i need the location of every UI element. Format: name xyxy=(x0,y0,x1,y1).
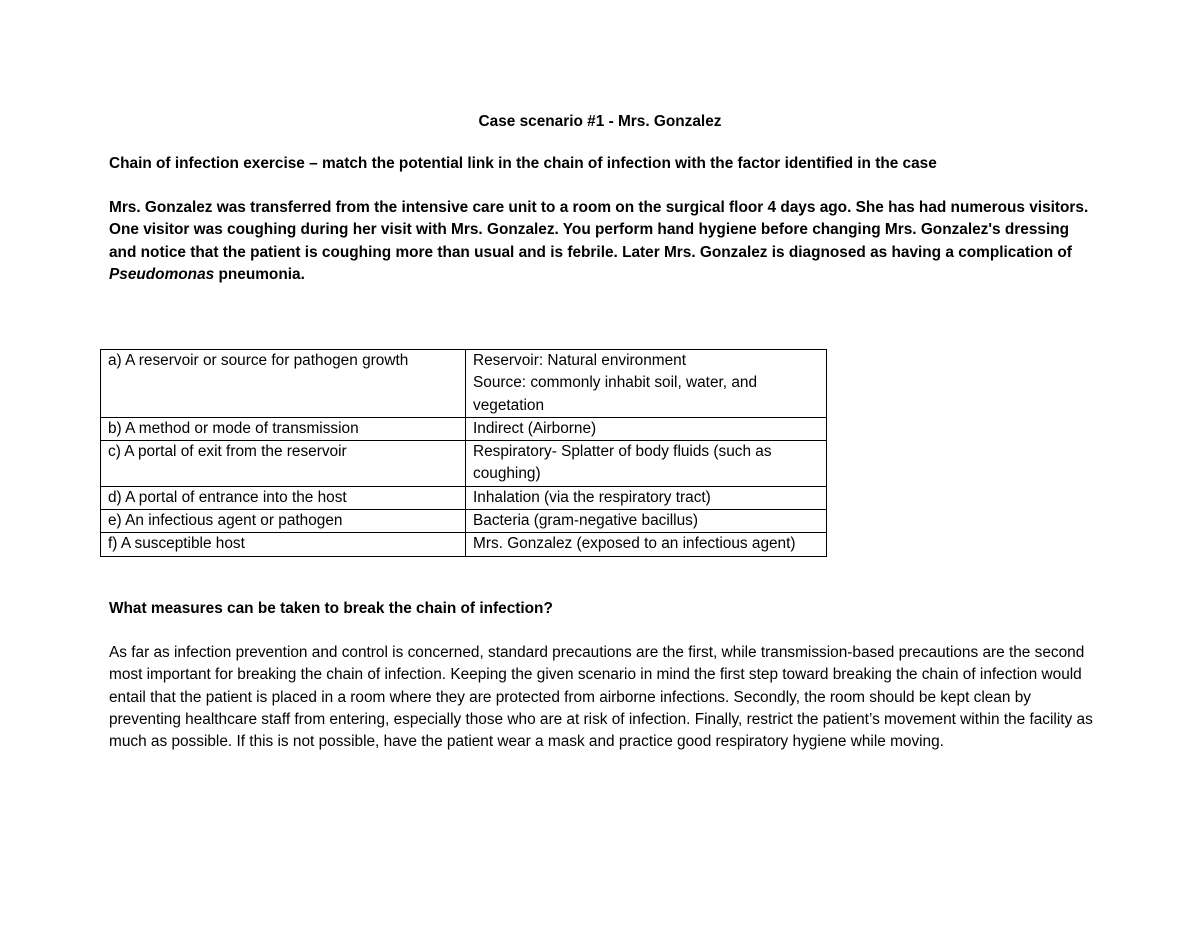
case-factor-cell xyxy=(466,533,827,556)
chain-link-cell: a) A reservoir or source for pathogen growth xyxy=(101,350,466,418)
question-heading: What measures can be taken to break the chain of infection? xyxy=(109,600,553,617)
factor-line: Inhalation (via the respiratory tract) xyxy=(473,488,711,506)
table-row xyxy=(101,533,827,556)
page-title: Case scenario #1 - Mrs. Gonzalez xyxy=(478,113,722,130)
answer-paragraph: As far as infection prevention and control is concerned, standard precautions are the first, while transmission-based precautions are the second most important for breaking the chain of infection. Keeping the given scenario in mind the first step toward breaking the chain of infection would entail that the patient is placed in a room where they are protected from airborne infections. Secondly, the room should be kept clean by preventing healthcare staff from entering, especially those who are at risk of infection. Finally, restrict the patient’s movement within the facility as much as possible. If this is not possible, have the patient wear a mask and practice good respiratory hygiene while moving. xyxy=(109,644,1093,751)
case-text-after: pneumonia. xyxy=(214,265,305,283)
exercise-instruction: Chain of infection exercise – match the potential link in the chain of infection with the factor identified in the case xyxy=(109,155,937,172)
chain-link-cell: c) A portal of exit from the reservoir xyxy=(101,441,466,487)
case-text-italic-organism: Pseudomonas xyxy=(109,265,215,283)
chain-link-cell: f) A susceptible host xyxy=(101,533,466,556)
case-factor-cell xyxy=(466,510,827,533)
case-description xyxy=(109,197,1089,286)
factor-line: Respiratory- Splatter of body fluids (such as coughing) xyxy=(473,443,772,483)
table-row xyxy=(101,486,827,509)
chain-link-cell: b) A method or mode of transmission xyxy=(101,417,466,440)
table-row xyxy=(101,510,827,533)
case-factor-cell xyxy=(466,417,827,440)
factor-line: Source: commonly inhabit soil, water, and vegetation xyxy=(473,374,758,414)
case-factor-cell xyxy=(466,486,827,509)
table-row xyxy=(101,350,827,418)
table-row xyxy=(101,441,827,487)
table-row xyxy=(101,417,827,440)
chain-link-cell: e) An infectious agent or pathogen xyxy=(101,510,466,533)
case-text-before: Mrs. Gonzalez was transferred from the intensive care unit to a room on the surgical floor 4 days ago. She has had numerous visitors. One visitor was coughing during her visit with Mrs. Gonzalez. You perform hand hygiene before changing Mrs. Gonzalez's dressing and notice that the patient is coughing more than usual and is febrile. Later Mrs. Gonzalez is diagnosed as having a complication of xyxy=(109,199,1089,261)
factor-line: Bacteria (gram-negative bacillus) xyxy=(473,512,698,530)
case-factor-cell xyxy=(466,441,827,487)
factor-line: Mrs. Gonzalez (exposed to an infectious agent) xyxy=(473,535,796,553)
case-factor-cell xyxy=(466,350,827,418)
factor-line: Indirect (Airborne) xyxy=(473,419,597,437)
chain-of-infection-table xyxy=(100,349,827,557)
factor-line: Reservoir: Natural environment xyxy=(473,352,686,369)
chain-link-cell: d) A portal of entrance into the host xyxy=(101,486,466,509)
